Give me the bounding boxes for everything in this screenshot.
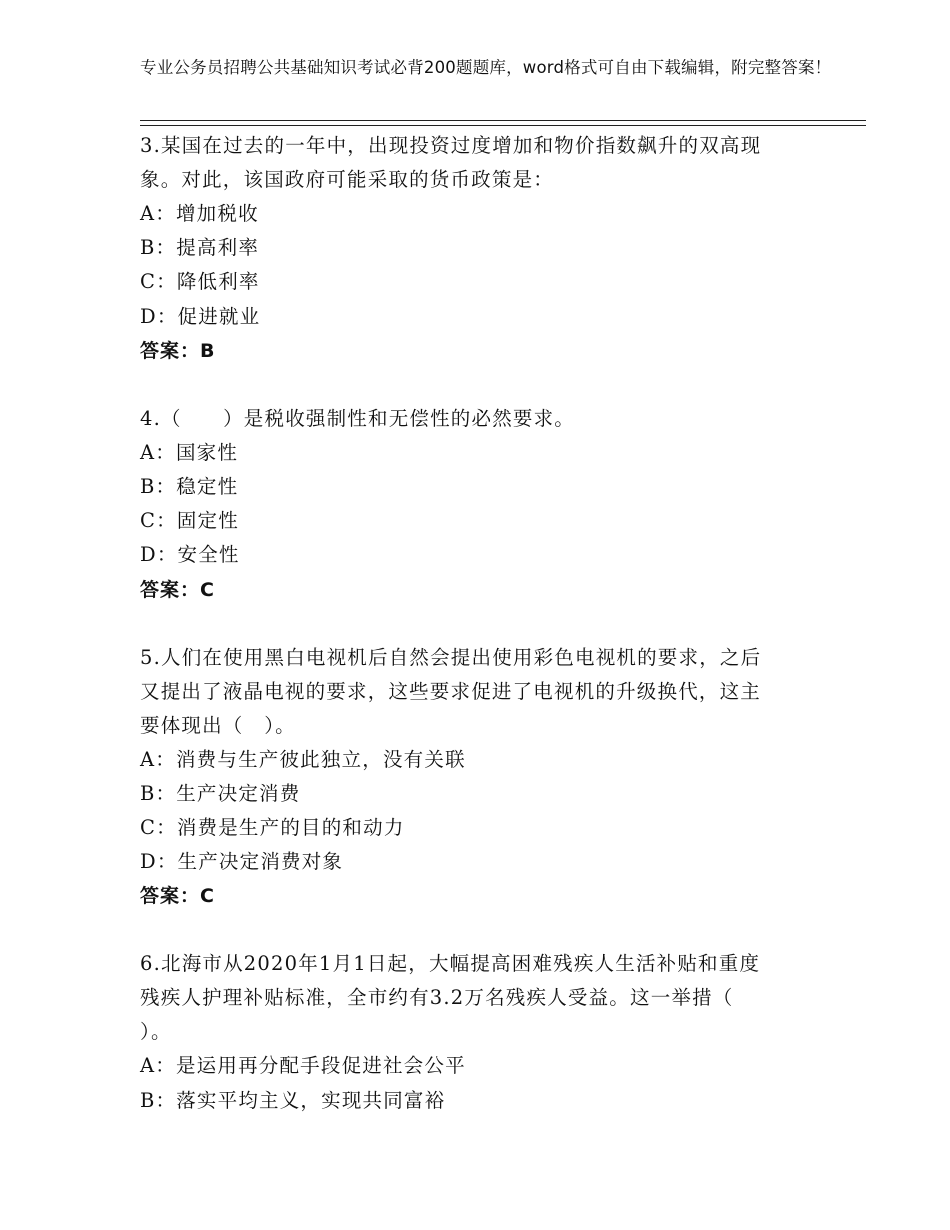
- option-c: C：消费是生产的目的和动力: [140, 816, 405, 840]
- question-text-line: 象。对此，该国政府可能采取的货币政策是：: [140, 168, 555, 191]
- option-a: A：是运用再分配手段促进社会公平: [140, 1054, 466, 1078]
- option-a: A：国家性: [140, 440, 239, 464]
- option-d: D：生产决定消费对象: [140, 850, 344, 874]
- question-text-line: 残疾人护理补贴标准，全市约有3.2万名残疾人受益。这一举措（: [140, 986, 734, 1010]
- option-b: B：稳定性: [140, 475, 239, 499]
- question-item: [140, 402, 820, 607]
- question-text-line: 又提出了液晶电视的要求，这些要求促进了电视机的升级换代，这主: [140, 679, 762, 703]
- question-text-line: ）。: [140, 1020, 172, 1044]
- answer-line: 答案：C: [140, 578, 215, 601]
- question-text-line: 要体现出（ ）。: [140, 713, 296, 737]
- document-header: 专业公务员招聘公共基础知识考试必背200题题库，word格式可自由下载编辑，附完整答案！: [140, 58, 832, 77]
- question-item: [140, 641, 820, 914]
- question-list: [140, 129, 820, 1118]
- question-text-line: 6.北海市从2020年1月1日起，大幅提高困难残疾人生活补贴和重度: [140, 952, 761, 976]
- option-a: A：消费与生产彼此独立，没有关联: [140, 747, 466, 771]
- spacer: [140, 913, 820, 947]
- spacer: [140, 368, 820, 402]
- option-b: B：提高利率: [140, 236, 260, 260]
- option-a: A：增加税收: [140, 202, 259, 225]
- spacer: [140, 607, 820, 641]
- answer-line: 答案：C: [140, 885, 215, 908]
- question-text-line: 4.（ ）是税收强制性和无偿性的必然要求。: [140, 406, 576, 430]
- question-text-line: 5.人们在使用黑白电视机后自然会提出使用彩色电视机的要求，之后: [140, 645, 762, 669]
- question-item: [140, 129, 820, 368]
- option-d: D：安全性: [140, 543, 240, 567]
- header-divider: [140, 120, 866, 126]
- option-b: B：生产决定消费: [140, 781, 301, 805]
- question-item: [140, 947, 820, 1117]
- option-d: D：促进就业: [140, 304, 261, 328]
- option-b: B：落实平均主义，实现共同富裕: [140, 1088, 446, 1112]
- answer-line: 答案：B: [140, 339, 216, 362]
- question-text-line: 3.某国在过去的一年中，出现投资过度增加和物价指数飙升的双高现: [140, 134, 762, 157]
- option-c: C：降低利率: [140, 270, 260, 294]
- option-c: C：固定性: [140, 509, 239, 533]
